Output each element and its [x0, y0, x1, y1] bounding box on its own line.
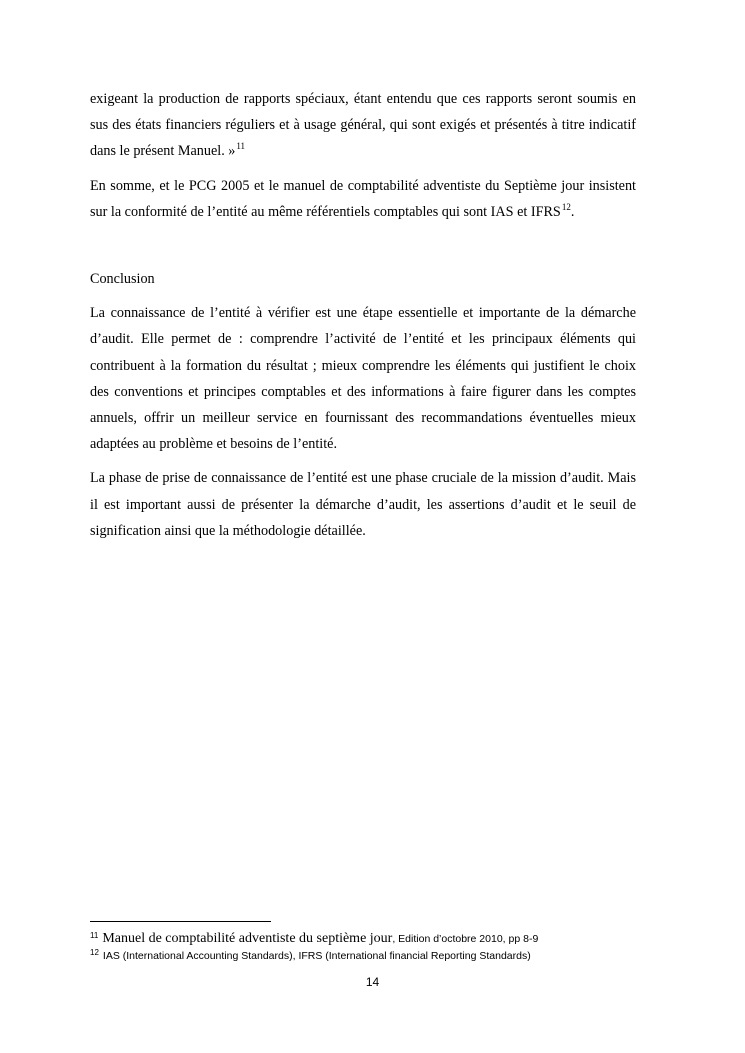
section-heading: Conclusion: [90, 271, 155, 288]
footnote-11: [90, 930, 650, 947]
footnote-detail: , Edition d’octobre 2010, pp 8-9: [392, 933, 539, 945]
footnote-separator: [90, 921, 271, 922]
footnote-number: 11: [90, 931, 99, 940]
document-body: [90, 86, 636, 544]
footnote-12: [90, 947, 650, 964]
paragraph-conclusion-1: La connaissance de l’entité à vérifier est une étape essentielle et importante de la démarche d’audit. Elle permet de : comprendre l’activité de l’entité et les principaux éléments qui contribuent à la formation du résultat ; mieux comprendre les éléments qui justifient le choix des conventions et principes comptables et des informations à faire figurer dans les comptes annuels, offrir un meilleur service en fournissant des recommandations éventuelles mieux adaptées au problème et besoins de l’entité.: [90, 305, 636, 453]
paragraph-text: En somme, et le PCG 2005 et le manuel de comptabilité adventiste du Septième jour insistent sur la conformité de l’entité au même référentiels comptables qui sont IAS et IFRS: [90, 177, 636, 220]
paragraph-quote-end: [90, 86, 636, 165]
footnote-text: IAS (International Accounting Standards), IFRS (International financial Reporting Standards): [102, 950, 531, 962]
footnote-reference[interactable]: 11: [236, 141, 246, 152]
paragraph-text: exigeant la production de rapports spéciaux, étant entendu que ces rapports seront soumis en sus des états financiers réguliers et à usage général, qui sont exigés et présentés à titre indicatif dans le présent Manuel. »: [90, 91, 636, 160]
footnote-reference[interactable]: 12: [561, 201, 571, 212]
footnotes: [90, 930, 650, 964]
paragraph-tail: .: [570, 203, 575, 220]
footnote-title: Manuel de comptabilité adventiste du septième jour: [102, 931, 393, 946]
page-number: 14: [365, 975, 380, 989]
paragraph-summary: [90, 173, 636, 225]
paragraph-conclusion-2: La phase de prise de connaissance de l’entité est une phase cruciale de la mission d’audit. Mais il est important aussi de présenter la démarche d’audit, les assertions d’audit et le seuil de signification ainsi que la méthodologie détaillée.: [90, 470, 636, 539]
footnote-number: 12: [90, 948, 99, 957]
